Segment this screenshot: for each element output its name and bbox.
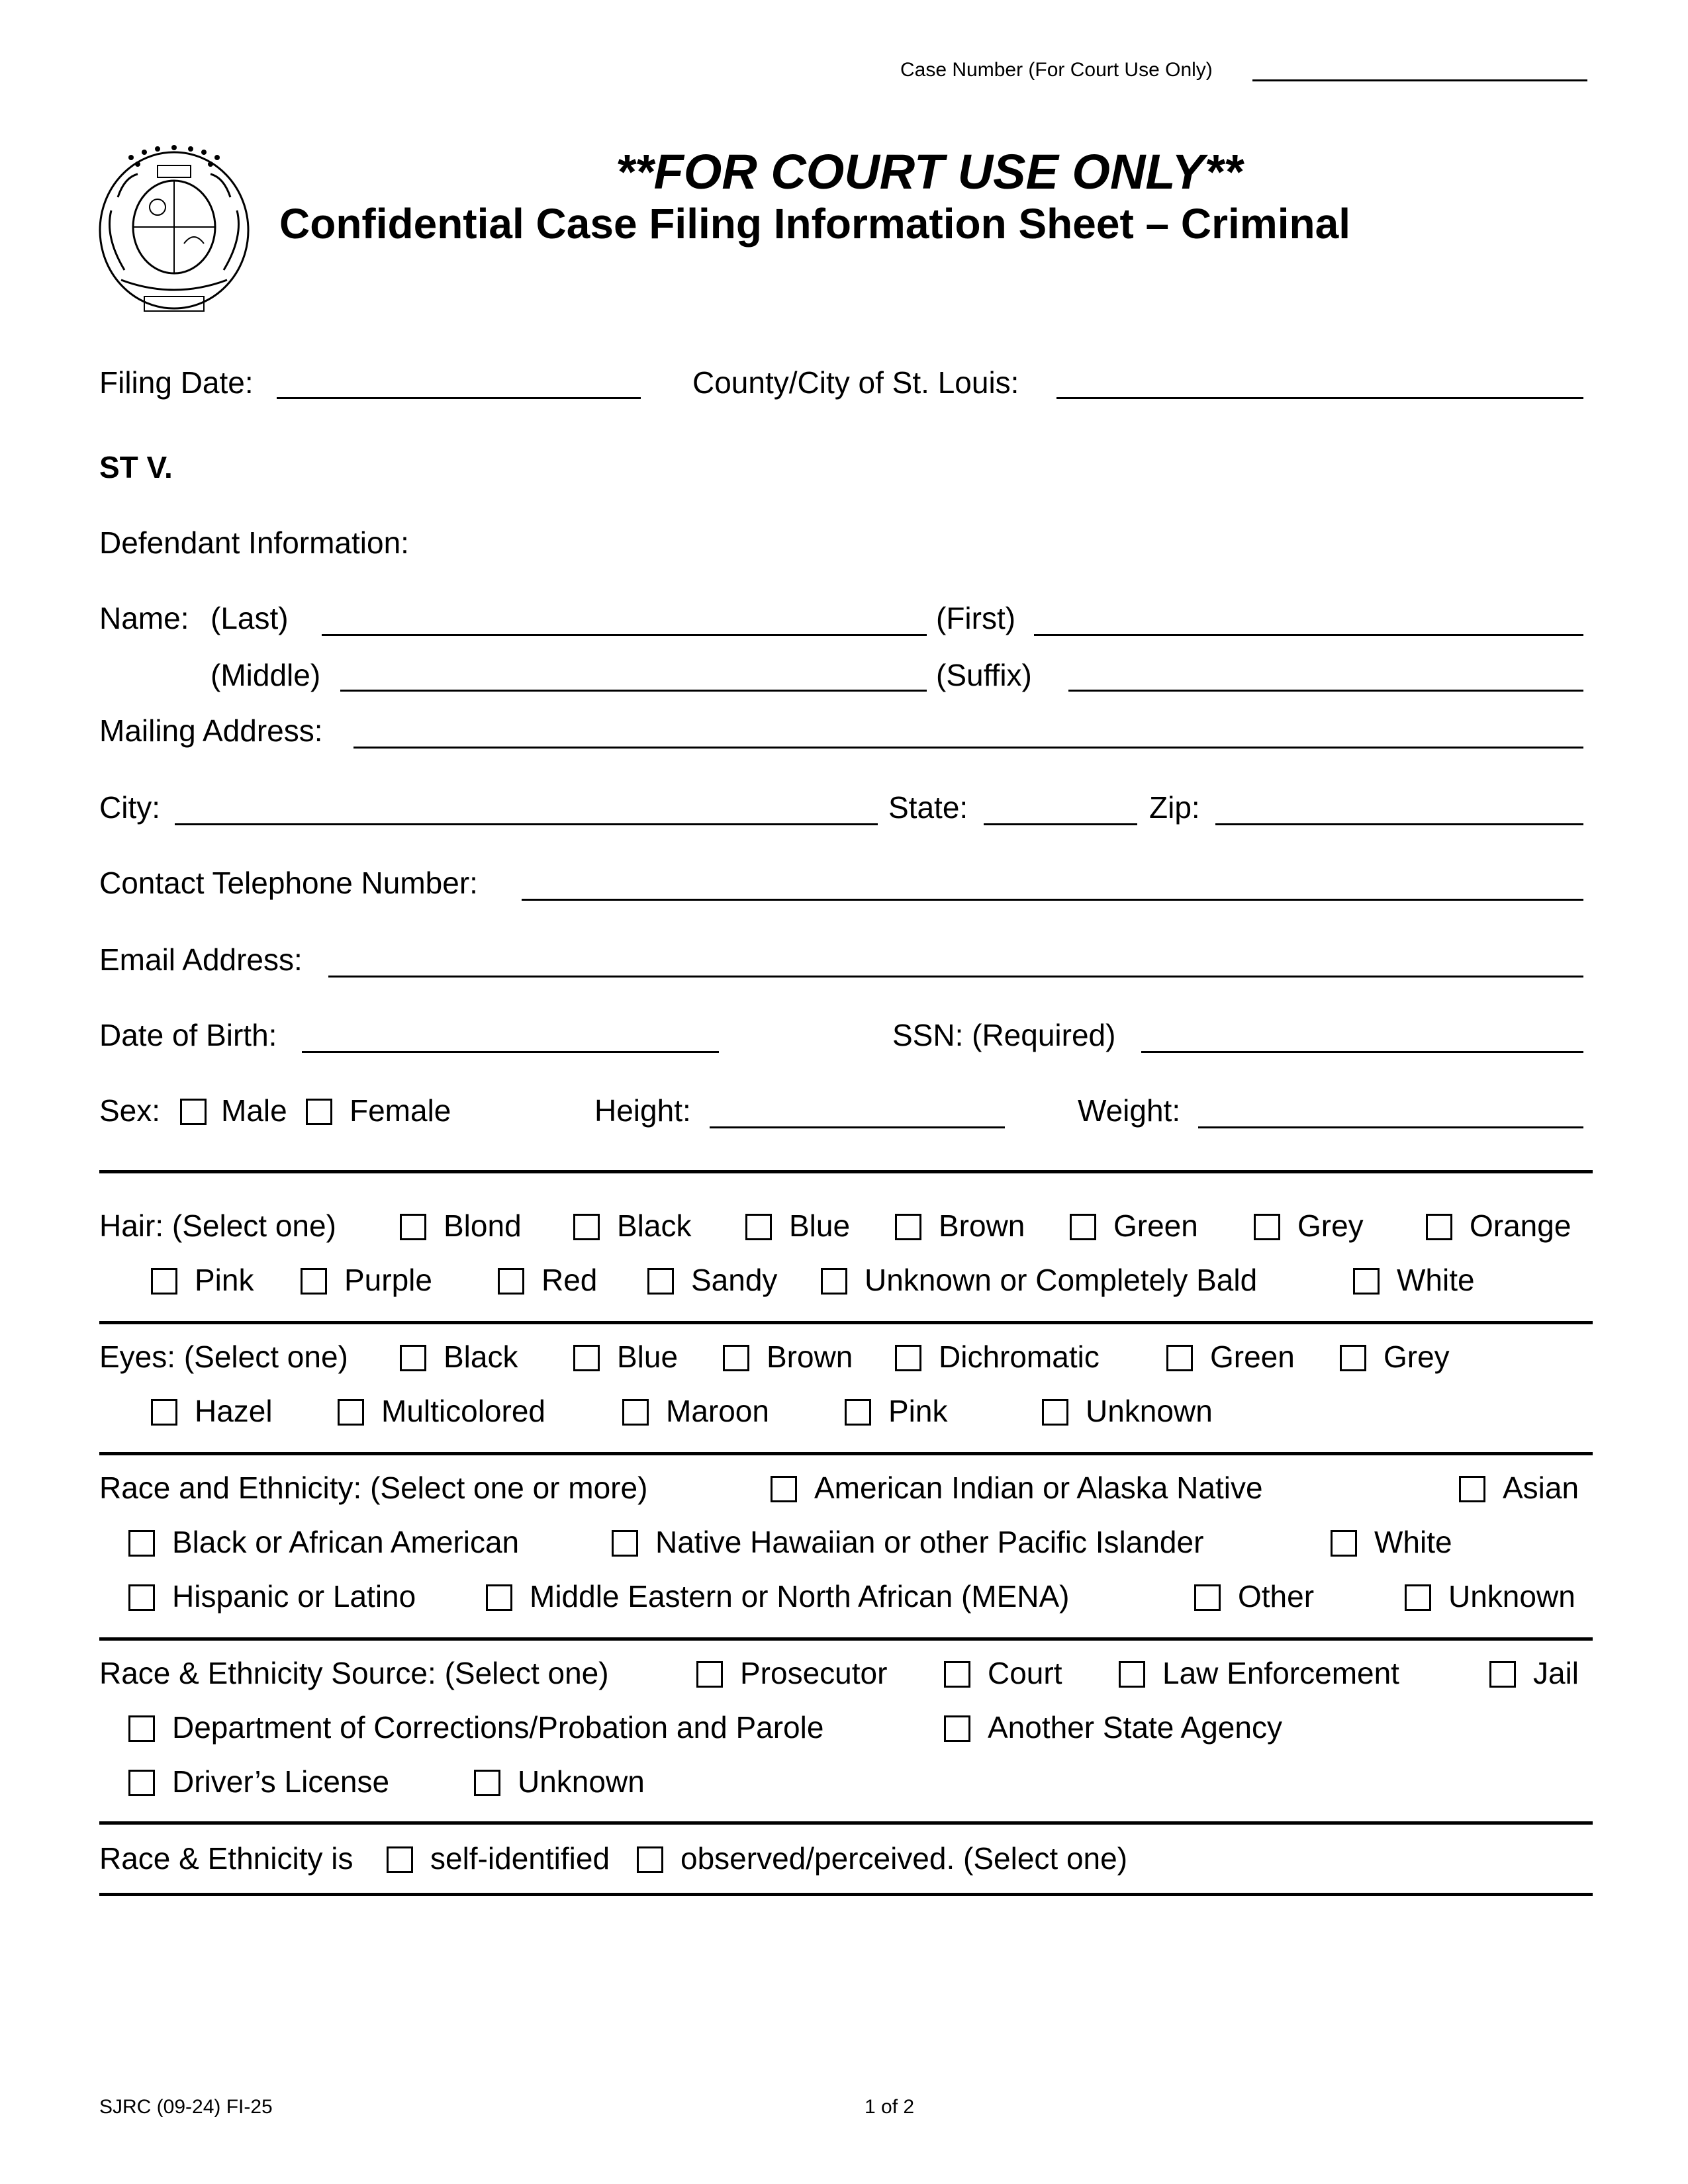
- hair-option-label: Unknown or Completely Bald: [865, 1263, 1258, 1297]
- hair-option-label: White: [1397, 1263, 1475, 1297]
- race-mena-checkbox[interactable]: [486, 1584, 512, 1611]
- hair-label: Hair: (Select one): [99, 1208, 336, 1243]
- race-option-label: Other: [1238, 1579, 1315, 1614]
- section-divider: [99, 1321, 1593, 1324]
- county-field[interactable]: [1056, 397, 1583, 399]
- mailing-address-label: Mailing Address:: [99, 713, 323, 748]
- source-law-enforcement-checkbox[interactable]: [1119, 1661, 1145, 1688]
- race-option-label: Unknown: [1448, 1579, 1575, 1614]
- eyes-blue-checkbox[interactable]: [573, 1345, 600, 1371]
- hair-white-checkbox[interactable]: [1353, 1268, 1380, 1295]
- ssn-field[interactable]: [1141, 1051, 1583, 1053]
- missouri-seal-icon: [91, 138, 257, 316]
- race-option-label: American Indian or Alaska Native: [814, 1471, 1263, 1505]
- eyes-brown-checkbox[interactable]: [723, 1345, 749, 1371]
- source-drivers-license-checkbox[interactable]: [128, 1770, 155, 1796]
- eyes-maroon-checkbox[interactable]: [622, 1399, 649, 1426]
- hair-black-checkbox[interactable]: [573, 1214, 600, 1240]
- sex-female-checkbox[interactable]: [306, 1099, 332, 1125]
- hair-option-label: Brown: [939, 1208, 1025, 1243]
- weight-label: Weight:: [1078, 1093, 1181, 1128]
- eyes-option-label: Pink: [888, 1394, 948, 1428]
- eyes-option-label: Unknown: [1086, 1394, 1213, 1428]
- hair-sandy-checkbox[interactable]: [647, 1268, 674, 1295]
- middle-name-label: (Middle): [211, 658, 321, 692]
- eyes-label: Eyes: (Select one): [99, 1340, 348, 1374]
- filing-date-field[interactable]: [277, 397, 641, 399]
- county-label: County/City of St. Louis:: [692, 365, 1019, 400]
- hair-green-checkbox[interactable]: [1070, 1214, 1096, 1240]
- eyes-option-label: Brown: [767, 1340, 853, 1374]
- case-number-field[interactable]: [1252, 79, 1587, 81]
- suffix-label: (Suffix): [936, 658, 1032, 692]
- source-option-label: Court: [988, 1656, 1062, 1690]
- eyes-option-label: Green: [1210, 1340, 1295, 1374]
- race-american-indian-checkbox[interactable]: [771, 1476, 797, 1502]
- email-label: Email Address:: [99, 942, 303, 977]
- race-source-label: Race & Ethnicity Source: (Select one): [99, 1656, 609, 1690]
- race-option-label: Asian: [1503, 1471, 1579, 1505]
- height-label: Height:: [594, 1093, 691, 1128]
- source-option-label: Department of Corrections/Probation and Parole: [172, 1710, 824, 1745]
- state-label: State:: [888, 790, 968, 825]
- city-field[interactable]: [175, 823, 878, 825]
- source-another-state-checkbox[interactable]: [944, 1715, 970, 1742]
- defendant-section-label: Defendant Information:: [99, 525, 409, 560]
- first-name-field[interactable]: [1034, 634, 1583, 636]
- source-option-label: Another State Agency: [988, 1710, 1282, 1745]
- hair-purple-checkbox[interactable]: [301, 1268, 327, 1295]
- hair-option-label: Grey: [1297, 1208, 1364, 1243]
- section-divider: [99, 1821, 1593, 1825]
- source-option-label: Prosecutor: [740, 1656, 888, 1690]
- race-option-label: Middle Eastern or North African (MENA): [530, 1579, 1070, 1614]
- sex-male-label: Male: [221, 1093, 287, 1128]
- hair-option-label: Black: [617, 1208, 692, 1243]
- section-divider: [99, 1452, 1593, 1455]
- first-name-label: (First): [936, 601, 1016, 635]
- last-name-label: (Last): [211, 601, 289, 635]
- hair-brown-checkbox[interactable]: [895, 1214, 921, 1240]
- race-option-label: White: [1374, 1525, 1452, 1559]
- hair-grey-checkbox[interactable]: [1254, 1214, 1280, 1240]
- form-id: SJRC (09-24) FI-25: [99, 2096, 273, 2118]
- source-prosecutor-checkbox[interactable]: [696, 1661, 723, 1688]
- sex-male-checkbox[interactable]: [180, 1099, 207, 1125]
- page-subtitle: Confidential Case Filing Information Sheet – Criminal: [279, 200, 1350, 248]
- hair-blond-checkbox[interactable]: [400, 1214, 426, 1240]
- eyes-grey-checkbox[interactable]: [1340, 1345, 1366, 1371]
- source-option-label: Law Enforcement: [1162, 1656, 1399, 1690]
- race-unknown-checkbox[interactable]: [1405, 1584, 1431, 1611]
- observed-perceived-checkbox[interactable]: [637, 1846, 663, 1873]
- source-court-checkbox[interactable]: [944, 1661, 970, 1688]
- race-other-checkbox[interactable]: [1194, 1584, 1221, 1611]
- eyes-option-label: Blue: [617, 1340, 679, 1374]
- phone-label: Contact Telephone Number:: [99, 866, 478, 900]
- middle-name-field[interactable]: [340, 690, 927, 692]
- zip-label: Zip:: [1149, 790, 1200, 825]
- name-label: Name:: [99, 601, 189, 635]
- hair-option-label: Purple: [344, 1263, 432, 1297]
- source-option-label: Jail: [1533, 1656, 1579, 1690]
- eyes-option-label: Hazel: [195, 1394, 273, 1428]
- self-identified-label: self-identified: [430, 1841, 610, 1876]
- eyes-option-label: Dichromatic: [939, 1340, 1100, 1374]
- race-identified-label: Race & Ethnicity is: [99, 1841, 353, 1876]
- phone-field[interactable]: [522, 899, 1583, 901]
- suffix-field[interactable]: [1068, 690, 1583, 692]
- hair-unknown-bald-checkbox[interactable]: [821, 1268, 847, 1295]
- eyes-option-label: Grey: [1383, 1340, 1450, 1374]
- observed-perceived-label: observed/perceived. (Select one): [680, 1841, 1128, 1876]
- dob-field[interactable]: [302, 1051, 719, 1053]
- sex-label: Sex:: [99, 1093, 161, 1128]
- race-hispanic-checkbox[interactable]: [128, 1584, 155, 1611]
- eyes-black-checkbox[interactable]: [400, 1345, 426, 1371]
- city-label: City:: [99, 790, 160, 825]
- eyes-unknown-checkbox[interactable]: [1042, 1399, 1068, 1426]
- eyes-hazel-checkbox[interactable]: [151, 1399, 177, 1426]
- source-option-label: Driver’s License: [172, 1764, 390, 1799]
- hair-orange-checkbox[interactable]: [1426, 1214, 1452, 1240]
- filing-date-label: Filing Date:: [99, 365, 254, 400]
- self-identified-checkbox[interactable]: [387, 1846, 413, 1873]
- source-option-label: Unknown: [518, 1764, 645, 1799]
- eyes-green-checkbox[interactable]: [1166, 1345, 1193, 1371]
- eyes-dichromatic-checkbox[interactable]: [895, 1345, 921, 1371]
- section-divider: [99, 1170, 1593, 1173]
- last-name-field[interactable]: [322, 634, 927, 636]
- section-divider: [99, 1637, 1593, 1641]
- ssn-label: SSN: (Required): [892, 1018, 1116, 1052]
- zip-field[interactable]: [1215, 823, 1583, 825]
- page-title: **FOR COURT USE ONLY**: [616, 144, 1243, 199]
- hair-option-label: Green: [1113, 1208, 1198, 1243]
- email-field[interactable]: [328, 976, 1583, 978]
- dob-label: Date of Birth:: [99, 1018, 277, 1052]
- hair-option-label: Red: [541, 1263, 598, 1297]
- st-v-label: ST V.: [99, 450, 173, 484]
- race-black-checkbox[interactable]: [128, 1530, 155, 1557]
- hair-option-label: Blue: [789, 1208, 851, 1243]
- weight-field[interactable]: [1198, 1126, 1583, 1128]
- hair-option-label: Orange: [1470, 1208, 1571, 1243]
- race-white-checkbox[interactable]: [1331, 1530, 1357, 1557]
- hair-pink-checkbox[interactable]: [151, 1268, 177, 1295]
- eyes-multicolored-checkbox[interactable]: [338, 1399, 364, 1426]
- section-divider: [99, 1893, 1593, 1896]
- source-unknown-checkbox[interactable]: [474, 1770, 500, 1796]
- eyes-pink-checkbox[interactable]: [845, 1399, 871, 1426]
- height-field[interactable]: [710, 1126, 1005, 1128]
- race-option-label: Hispanic or Latino: [172, 1579, 416, 1614]
- hair-option-label: Sandy: [691, 1263, 778, 1297]
- eyes-option-label: Black: [444, 1340, 518, 1374]
- eyes-option-label: Multicolored: [381, 1394, 545, 1428]
- hair-option-label: Blond: [444, 1208, 522, 1243]
- hair-option-label: Pink: [195, 1263, 254, 1297]
- sex-female-label: Female: [350, 1093, 451, 1128]
- state-field[interactable]: [984, 823, 1137, 825]
- eyes-option-label: Maroon: [666, 1394, 769, 1428]
- source-doc-checkbox[interactable]: [128, 1715, 155, 1742]
- hair-red-checkbox[interactable]: [498, 1268, 524, 1295]
- race-label: Race and Ethnicity: (Select one or more): [99, 1471, 648, 1505]
- race-option-label: Native Hawaiian or other Pacific Islander: [655, 1525, 1204, 1559]
- mailing-address-field[interactable]: [353, 747, 1583, 749]
- race-option-label: Black or African American: [172, 1525, 520, 1559]
- race-asian-checkbox[interactable]: [1459, 1476, 1485, 1502]
- page-number: 1 of 2: [865, 2096, 915, 2118]
- case-number-label: Case Number (For Court Use Only): [900, 59, 1213, 81]
- race-native-hawaiian-checkbox[interactable]: [612, 1530, 638, 1557]
- source-jail-checkbox[interactable]: [1489, 1661, 1516, 1688]
- hair-blue-checkbox[interactable]: [745, 1214, 772, 1240]
